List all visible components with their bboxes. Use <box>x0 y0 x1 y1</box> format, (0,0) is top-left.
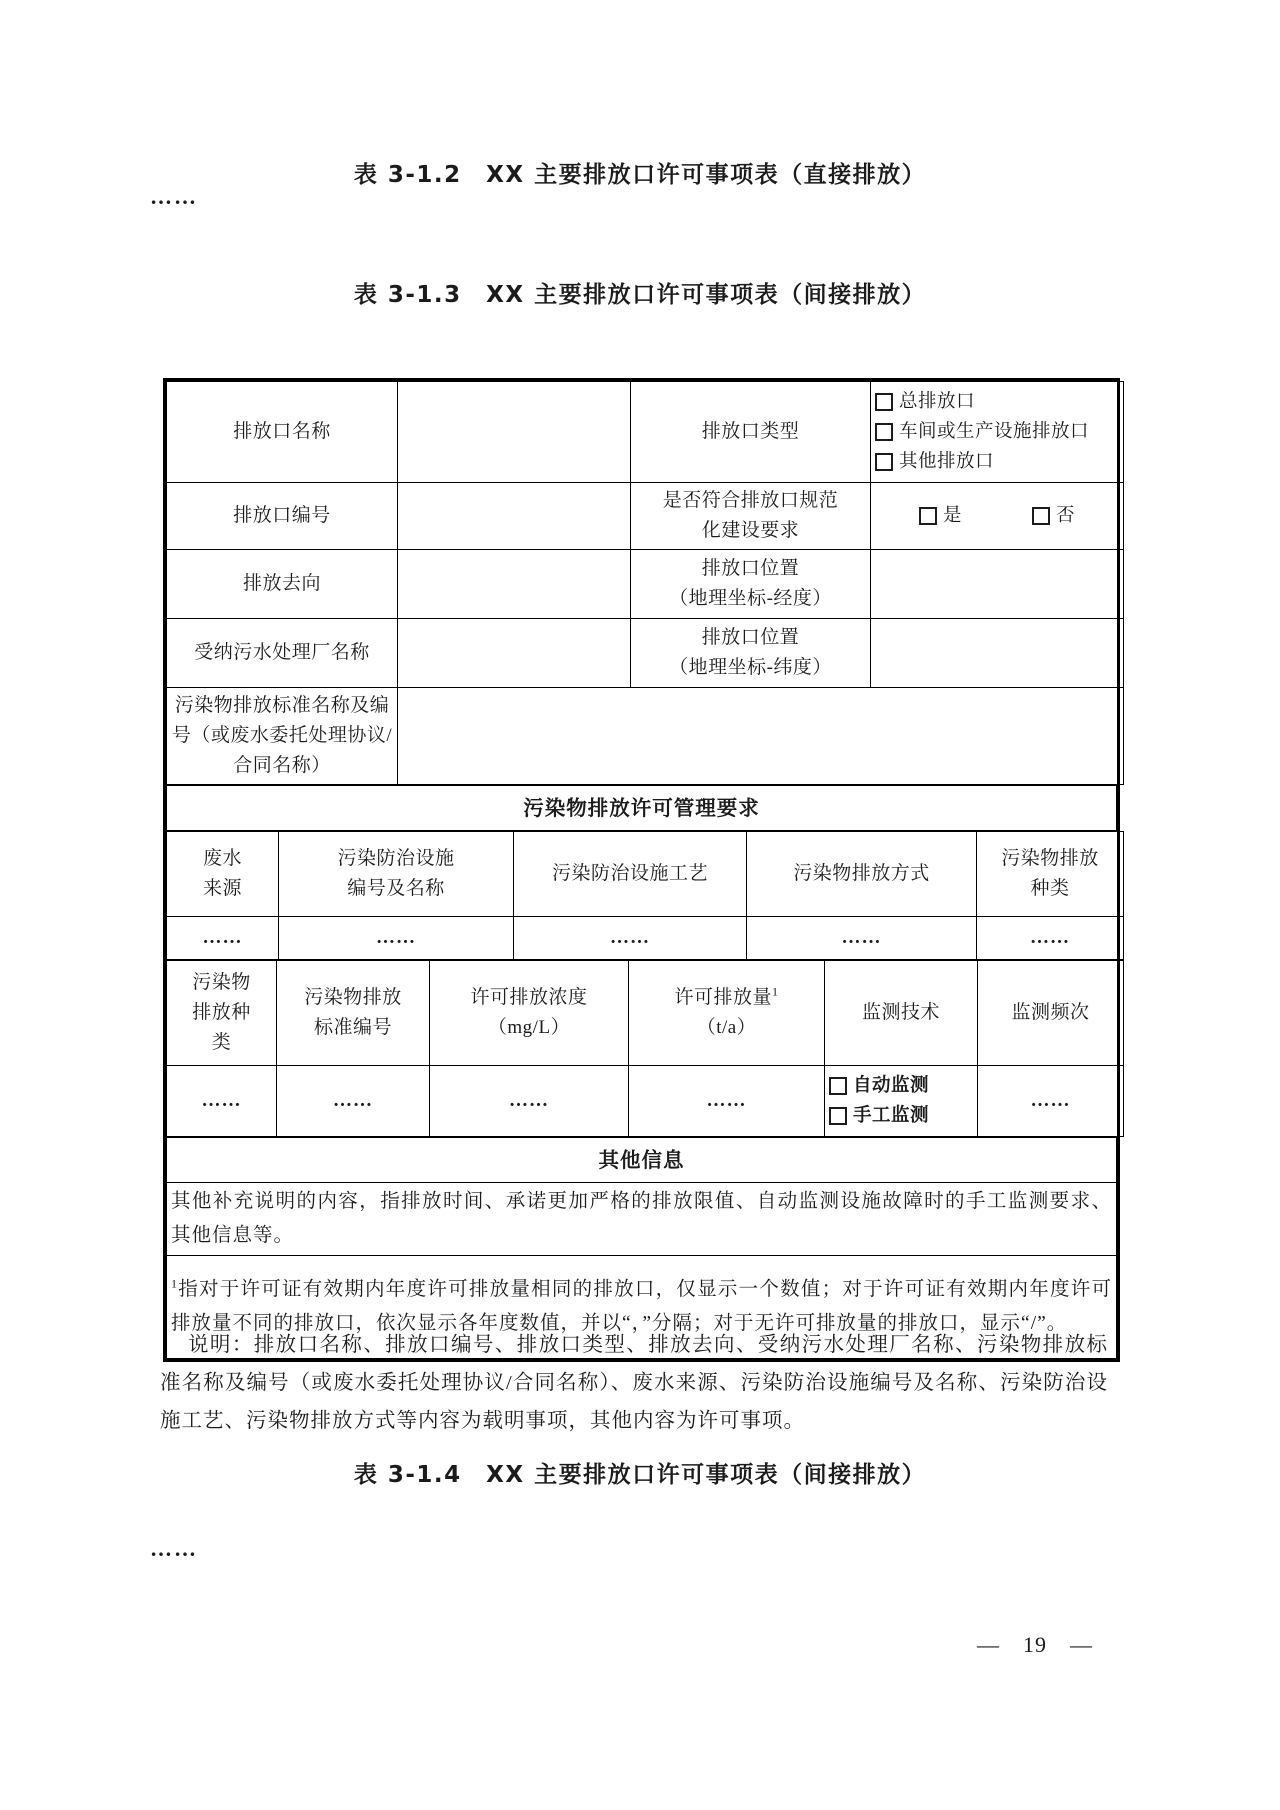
label-line: 排放口位置 <box>701 558 800 579</box>
label-line: 排放口位置 <box>701 627 800 648</box>
checkbox-label: 总排放口 <box>899 392 976 412</box>
note-paragraph: 说明：排放口名称、排放口编号、排放口类型、排放去向、受纳污水处理厂名称、污染物排放标准名称及编号（或废水委托处理协议/合同名称）、废水来源、污染防治设施编号及名称、污染防治设施工艺、污染物排放方式等内容为载明事项，其他内容为许可事项。 <box>160 1334 1108 1432</box>
monitoring-technique-options-cell <box>825 1066 978 1137</box>
ellipsis-bottom: …… <box>150 1536 198 1561</box>
treatment-plant-label: 受纳污水处理厂名称 <box>167 619 398 688</box>
label-line: 污染物 <box>192 972 251 993</box>
monitoring-technique-header: 监测技术 <box>825 961 978 1066</box>
table-3-1-4-title: 表 3-1.4 XX 主要排放口许可事项表（间接排放） <box>353 1462 927 1488</box>
treatment-plant-input-cell[interactable] <box>398 619 631 688</box>
facility-section <box>166 831 1124 960</box>
manual-monitoring-option[interactable] <box>829 1101 973 1131</box>
discharge-direction-label: 排放去向 <box>167 550 398 619</box>
outlet-name-input-cell[interactable] <box>398 382 631 483</box>
footnote-text: 指对于许可证有效期内年度许可排放量相同的排放口，仅显示一个数值；对于许可证有效期内年度许可排放量不同的排放口，依次显示各年度数值，并以“，”分隔；对于无许可排放量的排放口，显示“/”。 <box>171 1279 1112 1334</box>
label-line: 是否符合排放口规范 <box>662 490 839 511</box>
label-line: 编号及名称 <box>347 878 445 899</box>
checkbox-label: 其他排放口 <box>899 452 995 472</box>
discharge-method-header: 污染物排放方式 <box>747 832 977 917</box>
permitted-concentration-header <box>430 961 629 1066</box>
outlet-info-section <box>166 381 1124 785</box>
treatment-facility-process-header: 污染防治设施工艺 <box>514 832 747 917</box>
other-info-text: 其他补充说明的内容，指排放时间、承诺更加严格的排放限值、自动监测设施故障时的手工监测要求、其他信息等。 <box>171 1191 1112 1246</box>
placeholder-cell: …… <box>279 917 514 960</box>
pollutant-category-header <box>167 961 277 1066</box>
location-latitude-input-cell[interactable] <box>871 619 1124 688</box>
yes-option[interactable] <box>919 501 962 531</box>
table-3-1-2-title: 表 3-1.2 XX 主要排放口许可事项表（直接排放） <box>353 162 927 188</box>
discharge-direction-input-cell[interactable] <box>398 550 631 619</box>
outlet-number-input-cell[interactable] <box>398 483 631 550</box>
table-3-1-3-title: 表 3-1.3 XX 主要排放口许可事项表（间接排放） <box>353 282 927 308</box>
outlet-number-label: 排放口编号 <box>167 483 398 550</box>
table-row <box>167 786 1117 831</box>
label-line: 许可排放量$^1$ <box>674 984 779 1008</box>
label-line: 化建设要求 <box>701 520 800 541</box>
checkbox-icon[interactable] <box>875 393 893 411</box>
checkbox-icon[interactable] <box>875 453 893 471</box>
table-row <box>167 1183 1117 1256</box>
checkbox-label: 自动监测 <box>853 1076 930 1096</box>
other-info-content <box>167 1183 1117 1256</box>
page-number: — 19 — <box>976 1632 1093 1657</box>
table-row <box>167 832 1124 917</box>
placeholder-cell: …… <box>430 1066 629 1137</box>
location-longitude-label <box>631 550 871 619</box>
placeholder-cell: …… <box>747 917 977 960</box>
placeholder-cell: …… <box>978 1066 1124 1137</box>
monitoring-frequency-header: 监测频次 <box>978 961 1124 1066</box>
ellipsis-top: …… <box>150 184 198 209</box>
standard-requirement-yesno-cell <box>871 483 1124 550</box>
label-line: 污染物排放 <box>304 987 402 1008</box>
checkbox-label: 否 <box>1056 506 1076 526</box>
label-line: 污染物排放 <box>1001 848 1099 869</box>
section-header: 污染物排放许可管理要求 <box>167 786 1117 831</box>
other-info-header: 其他信息 <box>167 1138 1117 1183</box>
label-line: （mg/L） <box>487 1017 571 1038</box>
placeholder-cell: …… <box>277 1066 430 1137</box>
label-line: （地理坐标-经度） <box>669 588 832 609</box>
label-line: （t/a） <box>696 1017 757 1038</box>
checkbox-icon[interactable] <box>875 423 893 441</box>
table-row <box>167 619 1124 688</box>
auto-monitoring-option[interactable] <box>829 1071 973 1101</box>
outlet-type-label: 排放口类型 <box>631 382 871 483</box>
checkbox-icon[interactable] <box>1032 507 1050 525</box>
emission-standard-name-input-cell[interactable] <box>398 688 1124 785</box>
outlet-type-options-cell <box>871 382 1124 483</box>
emission-standard-name-label: 污染物排放标准名称及编号（或废水委托处理协议/合同名称） <box>167 688 398 785</box>
checkbox-label: 车间或生产设施排放口 <box>899 422 1090 442</box>
wastewater-source-header <box>167 832 279 917</box>
placeholder-cell: …… <box>977 917 1124 960</box>
label-line: 污染防治设施 <box>337 848 455 869</box>
treatment-facility-id-header <box>279 832 514 917</box>
label-line: （地理坐标-纬度） <box>669 657 832 678</box>
standard-requirement-label <box>631 483 871 550</box>
label-line: 排放种 <box>192 1002 251 1023</box>
outlet-type-option-total[interactable] <box>875 387 1119 417</box>
footnote-marker: 1 <box>772 984 779 999</box>
table-row <box>167 688 1124 785</box>
checkbox-icon[interactable] <box>919 507 937 525</box>
no-option[interactable] <box>1032 501 1075 531</box>
label-line: 废水 <box>202 848 242 869</box>
pollutant-category-header <box>977 832 1124 917</box>
checkbox-label: 是 <box>942 506 962 526</box>
table-row <box>167 917 1124 960</box>
limits-monitoring-section <box>166 960 1124 1137</box>
standard-number-header <box>277 961 430 1066</box>
table-row <box>167 1138 1117 1183</box>
permitted-amount-header <box>629 961 825 1066</box>
checkbox-icon[interactable] <box>829 1077 847 1095</box>
outlet-name-label: 排放口名称 <box>167 382 398 483</box>
table-row <box>167 961 1124 1066</box>
label-line: 标准编号 <box>313 1017 392 1038</box>
placeholder-cell: …… <box>167 1066 277 1137</box>
label-line: 来源 <box>202 878 242 899</box>
table-row <box>167 550 1124 619</box>
checkbox-label: 手工监测 <box>853 1106 930 1126</box>
label-line: 许可排放浓度 <box>470 987 588 1008</box>
outlet-type-option-other[interactable] <box>875 447 1119 477</box>
permit-items-table <box>163 378 1120 1362</box>
placeholder-cell: …… <box>514 917 747 960</box>
placeholder-cell: …… <box>167 917 279 960</box>
placeholder-cell: …… <box>629 1066 825 1137</box>
location-longitude-input-cell[interactable] <box>871 550 1124 619</box>
label-line: 类 <box>211 1032 232 1053</box>
table-row <box>167 1066 1124 1137</box>
checkbox-icon[interactable] <box>829 1107 847 1125</box>
label-line: 种类 <box>1030 878 1070 899</box>
location-latitude-label <box>631 619 871 688</box>
table-row <box>167 483 1124 550</box>
footnote-marker: 1 <box>171 1276 178 1291</box>
outlet-type-option-workshop[interactable] <box>875 417 1119 447</box>
table-row <box>167 382 1124 483</box>
management-requirements-header <box>166 785 1117 831</box>
